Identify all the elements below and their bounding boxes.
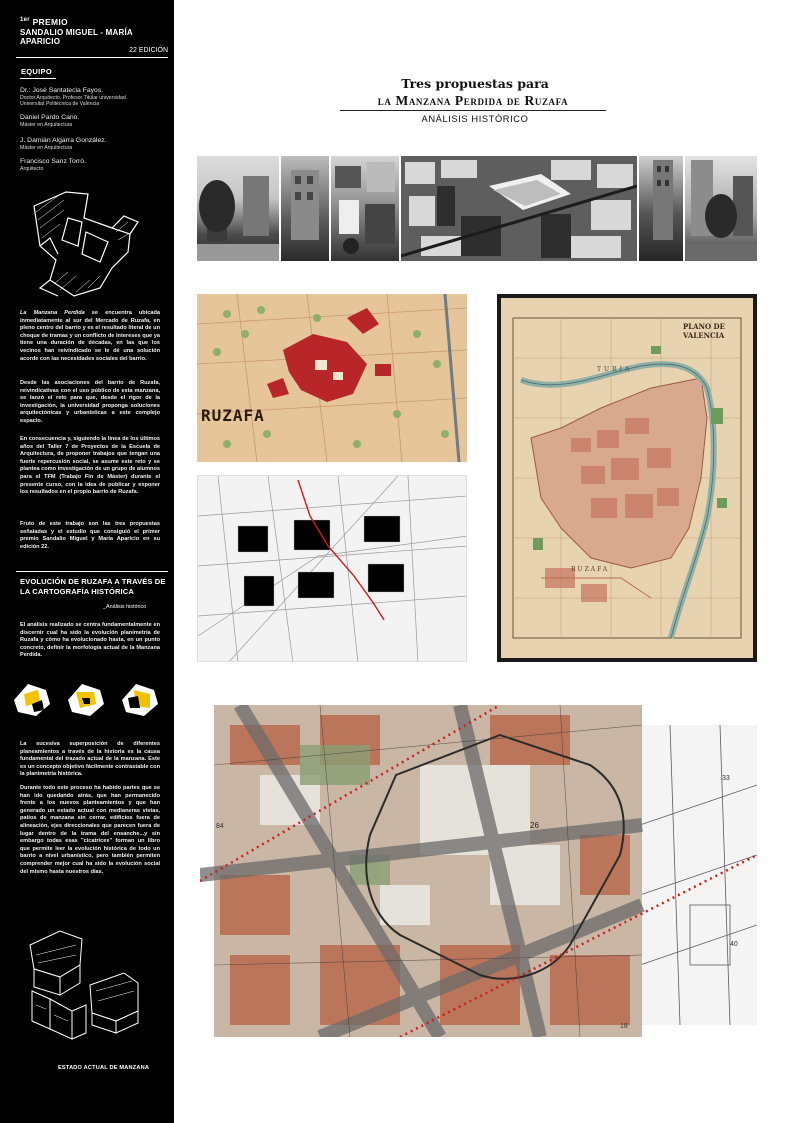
district-label: RUZAFA: [571, 566, 610, 573]
street-photo: [639, 156, 683, 261]
team-member: J. Damián Algarra González. Máster en Arquitectura: [20, 137, 107, 151]
paragraph: Fruto de este trabajo son las tres propuestas señaladas y el estudio que consiguió el primer premio Sandalio Miguel y María Aparicio en su edición 22.: [20, 521, 160, 550]
paragraph: El análisis realizado se centra fundamentalmente en discernir cual ha sido la evolución planimetría de Ruzafa y cómo ha evolucionado hasta, en un punto concreto, definir la morfología actual de la Manzana Perdida.: [20, 622, 160, 659]
street-number: 84: [216, 823, 224, 830]
section-subtitle: _Análisis histórico: [103, 604, 147, 610]
poster-title-line1: Tres propuestas para: [401, 76, 549, 91]
paragraph: En consecuencia y, siguiendo la línea de los últimos años del Taller 7 de Proyectos de la Escuela de Arquitectura, de proponer trabajos que tengan una fuerte repercusión social, se asume este reto y se plantea como investigación de un grupo de alumnos para el TFM (Trabajo Fin de Máster) durante el presente curso, con la idea de publicar y exponer los resultados en el propio barrio de Ruzafa.: [20, 436, 160, 496]
plan-of-valencia: [497, 294, 757, 662]
historic-plan-bw: [197, 475, 467, 662]
sidebar: [0, 0, 174, 1123]
map-title: PLANO DE VALENCIA: [683, 322, 725, 340]
street-number: 18: [620, 1023, 628, 1030]
divider: [20, 78, 56, 79]
aerial-overlay-map: [200, 705, 757, 1037]
team-member: Daniel Pardo Cano. Máster en Arquitectura: [20, 114, 80, 128]
river-label: TURIA: [597, 366, 633, 373]
poster-title-main: la Manzana Perdida de Ruzafa: [340, 93, 606, 111]
block-axonometric-icon: [20, 925, 148, 1045]
aerial-photo-market: [401, 156, 637, 261]
poster-subtitle: ANÁLISIS HISTÓRICO: [421, 114, 529, 124]
block-outline-drawing: [28, 188, 146, 298]
award-names: SANDALIO MIGUEL - MARÍA APARICIO: [20, 28, 133, 46]
paragraph: Desde las asociaciones del barrio de Ruzafa, reivindicativas con el uso público de esta manzana, se lanzó el reto para que, desde el rigor de la investigación, la universidad proponga soluciones arquitectónicas y urbanísticas a este complejo espacio.: [20, 380, 160, 424]
drawing-caption: ESTADO ACTUAL DE MANZANA: [58, 1065, 150, 1071]
divider: [16, 57, 168, 58]
section-title: EVOLUCIÓN DE RUZAFA A TRAVÉS DE LA CARTOGRAFÍA HISTÓRICA: [20, 577, 166, 596]
street-number: 40: [730, 941, 738, 948]
street-photo: [685, 156, 757, 261]
historic-map-ruzafa: [197, 294, 467, 462]
team-member: Francisco Sanz Torró. Arquitecto: [20, 158, 86, 172]
street-number: 26: [530, 821, 539, 830]
photo-strip: [197, 156, 757, 261]
map-label-ruzafa: RUZAFA: [201, 406, 265, 425]
intro-paragraph: La Manzana Perdida se encuentra ubicada inmediatamente al sur del Mercado de Ruzafa, en pleno centro del barrio y es el resultado literal de un choque de tramas y un conflicto de intereses que ya tiene una duración de décadas, en las que los vecinos han reivindicado se le dé una solución acorde con las necesidades sociales del barrio.: [20, 310, 160, 362]
street-photo: [197, 156, 279, 261]
paragraph: La sucesiva superposición de diferentes planeamientos a través de la historia es la causa fundamental del trazado actual de la manzana. Este es un concepto objetivo fácilmente contrastable con la planimetría histórica.: [20, 741, 160, 778]
aerial-photo: [331, 156, 399, 261]
divider: [16, 571, 168, 572]
team-member: Dr.: José Santatecla Fayos. Doctor Arquitecto. Profesor Titular universidad. Universitat Politècnica de València: [20, 87, 128, 108]
street-photo: [281, 156, 329, 261]
street-number: 33: [722, 775, 730, 782]
paragraph: Durante todo este proceso ha habido partes que se han ido quedando atrás, que han permanecido frente a los nuevos planteamientos y que han generado un estado actual con medianeras vistas, patios de manzana sin cerrar, edificios fuera de alineación, ejes direccionales que parecen fuera de lugar dentro de la trama del ensanche...y sin embargo todas esas "cicatrices" forman un libro que permite leer la evolución histórica de todo un barrio a nivel urbanístico, pero también permiten comprender mejor cual ha sido la evolución social del mismo hasta nuestros días.: [20, 785, 160, 875]
block-evolution-icon: [10, 680, 170, 720]
award-title: $^{1er}$ PREMIO: [20, 17, 68, 27]
edition-label: 22 EDICIÓN: [129, 47, 168, 54]
team-heading: EQUIPO: [21, 67, 52, 76]
